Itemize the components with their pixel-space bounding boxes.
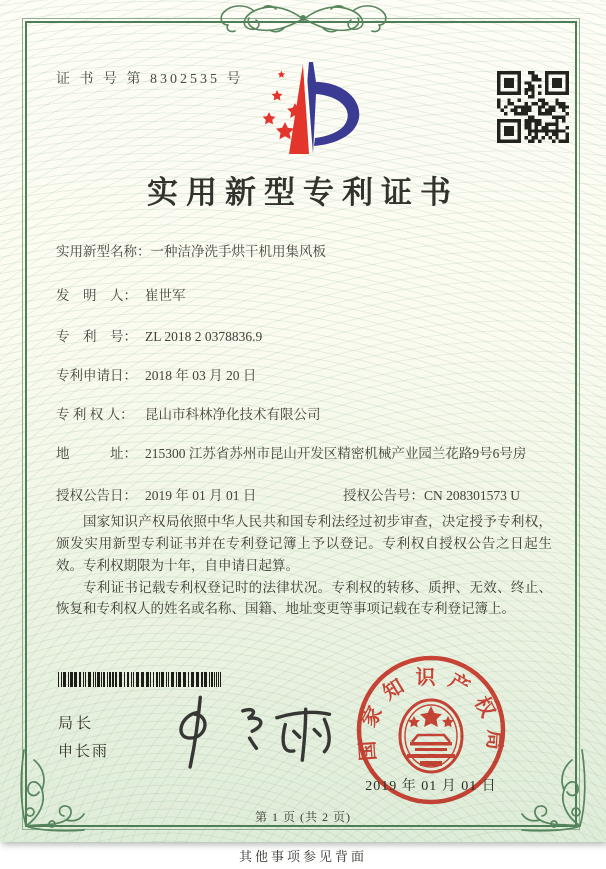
director-title: 局长: [58, 716, 95, 732]
barcode: [58, 672, 225, 687]
field-grant-date: [56, 486, 550, 507]
field-inventor: [56, 286, 550, 307]
field-utility-model-name: [56, 242, 550, 263]
national-emblem-icon: [400, 700, 462, 772]
qr-code: [497, 71, 569, 143]
field-patent-number: [56, 327, 550, 348]
seal-ring-text: 国家知识产权局: [356, 667, 506, 762]
field-filing-date: [56, 366, 550, 387]
certificate-title: 实用新型专利证书: [147, 175, 459, 210]
field-label: 专 利 号：: [56, 329, 137, 344]
signature-handwriting-icon: [168, 688, 338, 778]
field-label: 地 址：: [56, 446, 137, 461]
top-flourish-ornament: [216, 2, 391, 36]
field-label: 授权公告号：: [343, 488, 424, 503]
field-label: 实用新型名称：: [56, 244, 151, 259]
cnipa-logo-icon: [243, 56, 367, 162]
legal-paragraph-2: 专利证书记载专利权登记时的法律状况。专利权的转移、质押、无效、终止、恢复和专利权人的姓名或名称、国籍、地址变更等事项记载在专利登记簿上。: [56, 579, 552, 617]
field-value: 215300 江苏省苏州市昆山开发区精密机械产业园兰花路9号6号房: [145, 446, 527, 461]
field-label: 授权公告日：: [56, 488, 137, 503]
seal-date: 2019 年 01 月 01 日: [365, 779, 497, 794]
field-label: 专利申请日：: [56, 368, 137, 383]
page-number: 第 1 页 (共 2 页): [255, 810, 351, 824]
field-address: [56, 444, 550, 465]
legal-text: [56, 511, 552, 620]
field-grant-number: [343, 486, 520, 507]
field-label: 发 明 人：: [56, 288, 137, 303]
field-value: CN 208301573 U: [424, 488, 521, 503]
field-label: 专 利 权 人：: [56, 407, 134, 422]
legal-paragraph-1: 国家知识产权局依照中华人民共和国专利法经过初步审查，决定授予专利权，颁发实用新型专利证书并在专利登记簿上予以登记。专利权自授权公告之日起生效。专利权期限为十年，自申请日起算。: [56, 514, 552, 573]
field-value: 一种洁净洗手烘干机用集风板: [150, 244, 326, 259]
field-value: 昆山市科林净化技术有限公司: [145, 407, 321, 422]
field-patentee: [56, 405, 550, 426]
back-side-note: 其他事项参见背面: [238, 849, 367, 864]
field-value: 2018 年 03 月 20 日: [145, 368, 257, 383]
field-value: 2019 年 01 月 01 日: [145, 488, 257, 503]
field-value: ZL 2018 2 0378836.9: [145, 329, 263, 344]
field-value: 崔世军: [145, 288, 186, 303]
director-name: 申长雨: [58, 744, 110, 760]
certificate-number: 证 书 号 第 8302535 号: [56, 72, 244, 87]
